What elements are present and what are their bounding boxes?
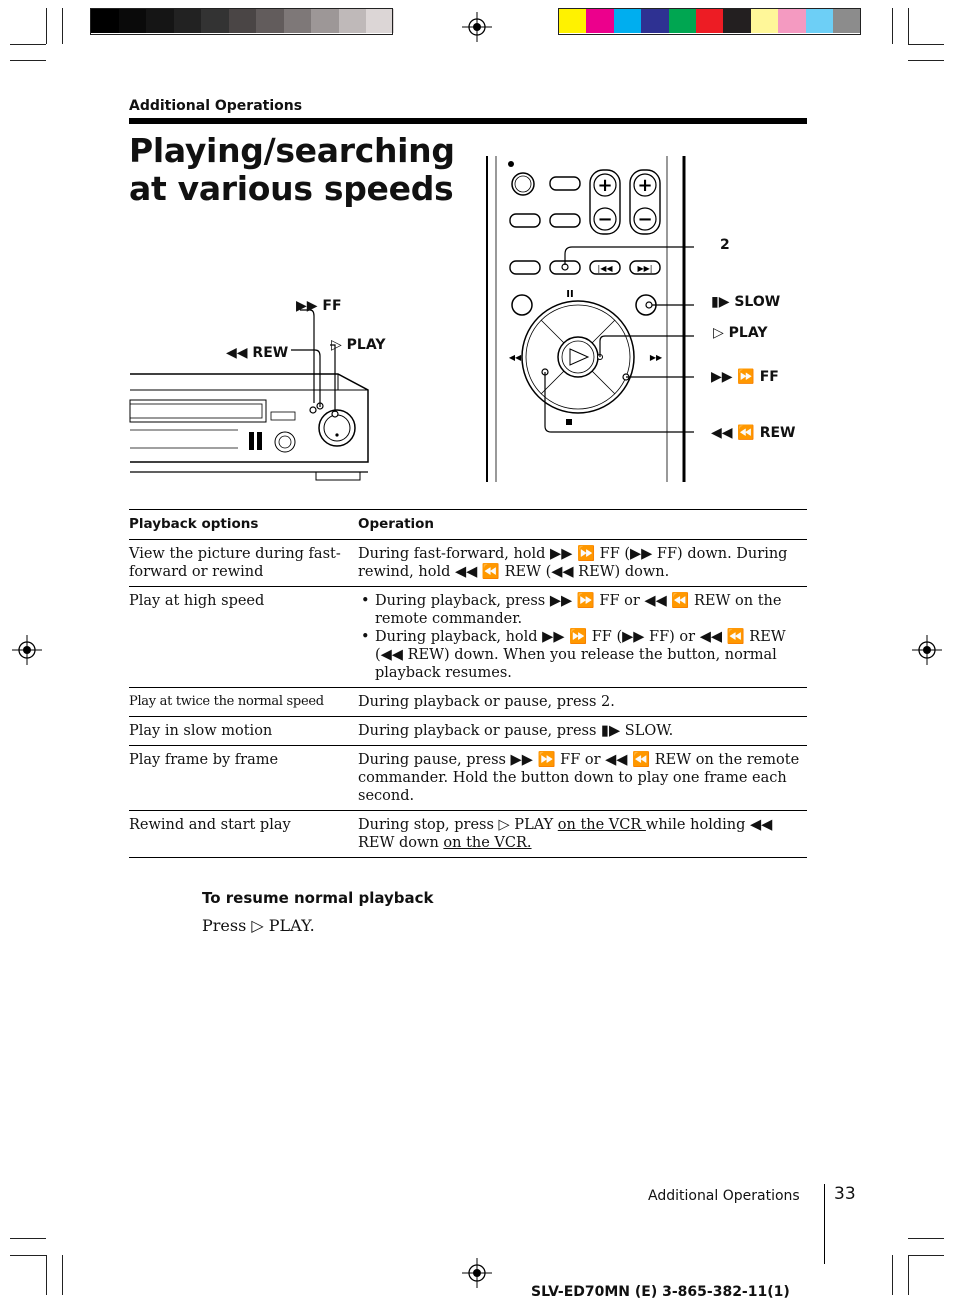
page-number: 33 (834, 1184, 856, 1204)
table-row (129, 540, 807, 587)
remote-play-label: ▷ PLAY (713, 325, 768, 341)
remote-illustration (484, 156, 694, 484)
operation-bullet-list (358, 592, 807, 682)
resume-text: Press ▷ PLAY. (202, 916, 315, 935)
operation-cell (358, 811, 807, 858)
svg-text:+: + (637, 175, 653, 196)
remote-ff-label: ▶▶ ⏩ FF (711, 369, 779, 385)
operation-cell: During fast-forward, hold ▶▶ ⏩ FF (▶▶ FF) down. During rewind, hold ◀◀ ⏪ REW (◀◀ REW) down. (358, 540, 807, 587)
registration-mark-bottom (460, 1256, 494, 1290)
operation-cell (358, 587, 807, 688)
page-title (129, 132, 455, 208)
vcr-rew-label: ◀◀ REW (226, 345, 289, 361)
svg-text:−: − (637, 209, 653, 230)
model-number: SLV-ED70MN (E) 3-865-382-11(1) (531, 1284, 790, 1300)
footer-rule (824, 1184, 825, 1264)
option-cell: Play in slow motion (129, 717, 358, 746)
option-cell: Rewind and start play (129, 811, 358, 858)
operation-text: while holding ◀◀ REW down (358, 817, 773, 851)
title-line-2: at various speeds (129, 169, 454, 208)
remote-rew-label: ◀◀ ⏪ REW (711, 425, 796, 441)
svg-text:|◀◀: |◀◀ (597, 264, 613, 273)
svg-text:▶▶: ▶▶ (649, 353, 663, 362)
operation-cell: During pause, press ▶▶ ⏩ FF or ◀◀ ⏪ REW on the remote commander. Hold the button down to play one frame each second. (358, 746, 807, 811)
vcr-play-label: ▷ PLAY (331, 337, 386, 353)
column-header-operation: Operation (358, 510, 807, 540)
operation-text-underlined: on the VCR (557, 817, 646, 833)
operation-cell: During playback or pause, press ▮▶ SLOW. (358, 717, 807, 746)
option-cell: Play at twice the normal speed (129, 688, 358, 717)
remote-slow-label: ▮▶ SLOW (711, 294, 781, 310)
table-row (129, 587, 807, 688)
operation-text: During stop, press ▷ PLAY (358, 817, 558, 833)
option-cell: Play frame by frame (129, 746, 358, 811)
column-header-options: Playback options (129, 510, 358, 540)
list-item: • During playback, hold ▶▶ ⏩ FF (▶▶ FF) or ◀◀ ⏪ REW (◀◀ REW) down. When you release the button, normal playback resumes. (358, 628, 807, 682)
table-row (129, 717, 807, 746)
svg-text:◀◀: ◀◀ (508, 353, 522, 362)
section-header: Additional Operations (129, 98, 303, 114)
footer-section: Additional Operations (648, 1188, 800, 1204)
calibration-swatch (394, 9, 422, 33)
svg-text:▶▶|: ▶▶| (637, 264, 653, 273)
option-cell: View the picture during fast-forward or rewind (129, 540, 358, 587)
resume-heading: To resume normal playback (202, 889, 434, 907)
grayscale-bar-frame (90, 8, 393, 35)
registration-mark-right (910, 633, 944, 667)
table-row (129, 811, 807, 858)
registration-mark-top (460, 10, 494, 44)
operation-text-underlined: on the VCR. (443, 835, 532, 851)
table-header-row (129, 510, 807, 540)
operation-cell: During playback or pause, press 2. (358, 688, 807, 717)
title-line-1: Playing/searching (129, 131, 455, 170)
option-cell: Play at high speed (129, 587, 358, 688)
table-row (129, 688, 807, 717)
svg-text:−: − (597, 209, 613, 230)
header-rule (129, 118, 807, 124)
color-bar-frame (558, 8, 861, 35)
svg-text:+: + (597, 175, 613, 196)
table-row (129, 746, 807, 811)
remote-2x-label: 2 (720, 237, 730, 253)
registration-mark-left (10, 633, 44, 667)
vcr-ff-label: ▶▶ FF (296, 298, 342, 314)
playback-options-table (129, 509, 807, 858)
list-item: • During playback, press ▶▶ ⏩ FF or ◀◀ ⏪ REW on the remote commander. (358, 592, 807, 628)
svg-text:II: II (566, 289, 574, 300)
